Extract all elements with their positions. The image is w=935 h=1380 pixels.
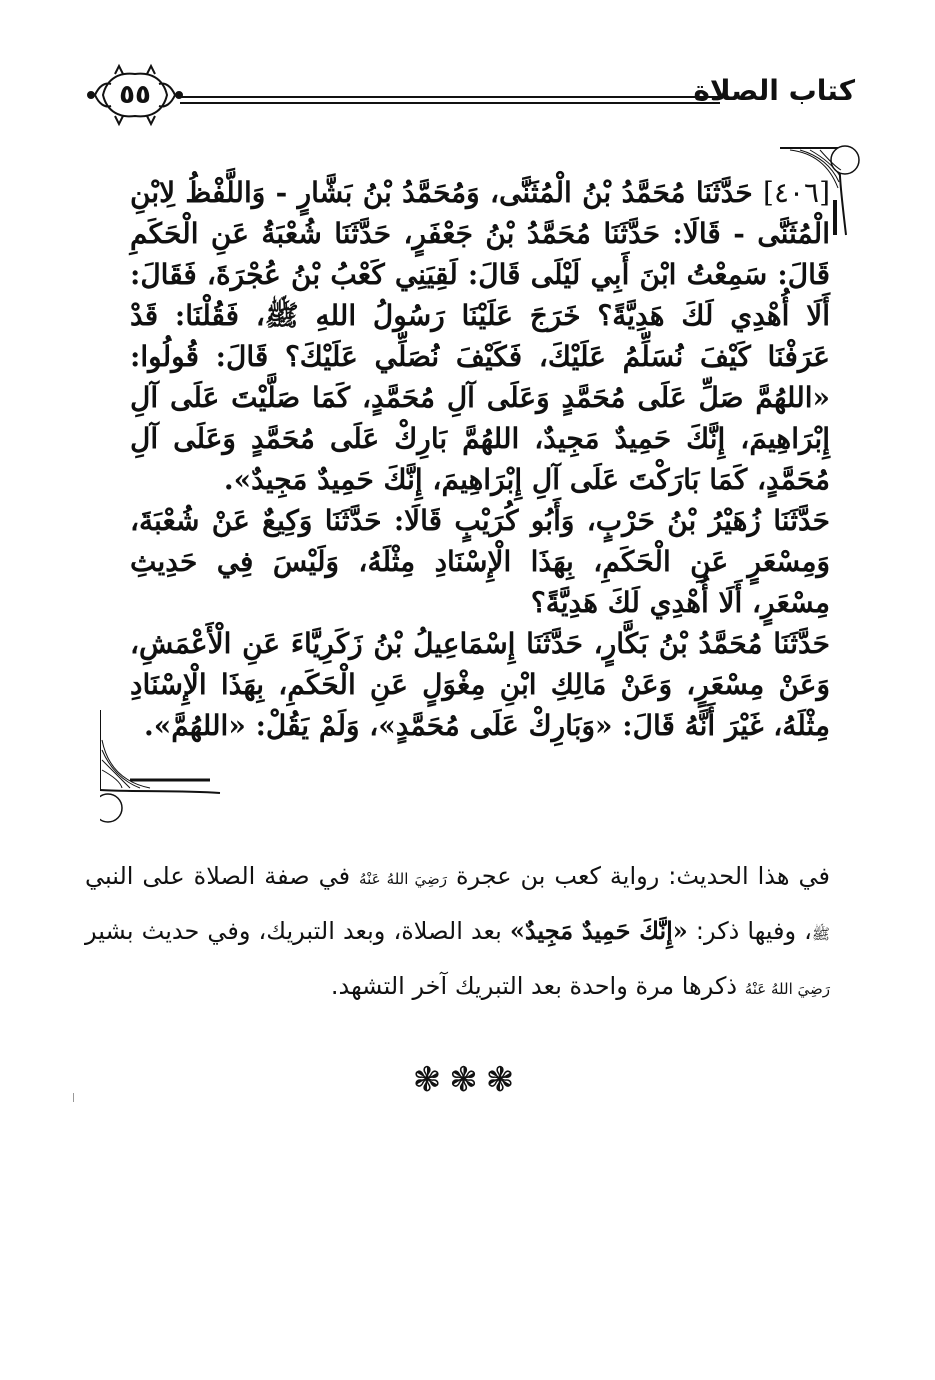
hadith-paragraph: حَدَّثَنَا زُهَيْرُ بْنُ حَرْبٍ، وَأَبُو كُرَيْبٍ قَالَا: حَدَّثَنَا وَكِيعٌ عَنْ شُعْبَةَ، وَمِسْعَرٍ عَنِ الْحَكَمِ، بِهَذَا الْإِسْنَادِ مِثْلَهُ، وَلَيْسَ فِي حَدِيثِ مِسْعَرٍ، أَلَا أُهْدِي لَكَ هَدِيَّةً؟ <box>130 504 830 619</box>
hadith-text <box>130 172 830 746</box>
hadith-paragraph-text: حَدَّثَنَا مُحَمَّدُ بْنُ الْمُثَنَّى، وَمُحَمَّدُ بْنُ بَشَّارٍ - وَاللَّفْظُ لِابْنِ الْمُثَنَّى - قَالَا: حَدَّثَنَا مُحَمَّدُ بْنُ جَعْفَرٍ، حَدَّثَنَا شُعْبَةُ عَنِ الْحَكَمِ قَالَ: سَمِعْتُ ابْنَ أَبِي لَيْلَى قَالَ: لَقِيَنِي كَعْبُ بْنُ عُجْرَةَ، فَقَالَ: أَلَا أُهْدِي لَكَ هَدِيَّةً؟ خَرَجَ عَلَيْنَا رَسُولُ اللهِ ﷺ، فَقُلْنَا: قَدْ عَرَفْنَا كَيْفَ نُسَلِّمُ عَلَيْكَ، فَكَيْفَ نُصَلِّي عَلَيْكَ؟ قَالَ: قُولُوا: «اللهُمَّ صَلِّ عَلَى مُحَمَّدٍ وَعَلَى آلِ مُحَمَّدٍ، كَمَا صَلَّيْتَ عَلَى آلِ إِبْرَاهِيمَ، إِنَّكَ حَمِيدٌ مَجِيدٌ، اللهُمَّ بَارِكْ عَلَى مُحَمَّدٍ وَعَلَى آلِ مُحَمَّدٍ، كَمَا بَارَكْتَ عَلَى آلِ إِبْرَاهِيمَ، إِنَّكَ حَمِيدٌ مَجِيدٌ». <box>130 176 831 496</box>
honorific: ﷺ <box>811 925 830 943</box>
honorific: رَضِيَ اللهُ عَنْهُ <box>744 980 830 998</box>
page-header <box>85 60 855 130</box>
margin-mark <box>73 1093 74 1102</box>
page-number: ٥٥ <box>119 80 151 110</box>
commentary-text: ، وفيها ذكر: <box>695 917 812 945</box>
section-separator: ❃❃❃ <box>412 1060 523 1100</box>
quoted-phrase: «إِنَّكَ حَمِيدٌ مَجِيدٌ» <box>509 916 688 945</box>
commentary-text: في هذا الحديث: رواية كعب بن عجرة <box>455 862 830 890</box>
hadith-number: [٤٠٦] <box>763 176 830 209</box>
commentary-text: ذكرها مرة واحدة بعد التبريك آخر التشهد. <box>330 972 738 1000</box>
header-rule <box>180 96 720 104</box>
honorific: رَضِيَ اللهُ عَنْهُ <box>359 870 447 888</box>
hadith-paragraph <box>130 172 830 500</box>
commentary <box>85 850 830 1015</box>
commentary-paragraph <box>85 850 830 1015</box>
commentary-text: بعد الصلاة، وبعد التبريك، وفي حديث بشير <box>85 917 502 945</box>
hadith-paragraph: حَدَّثَنَا مُحَمَّدُ بْنُ بَكَّارٍ، حَدَّثَنَا إِسْمَاعِيلُ بْنُ زَكَرِيَّاءَ عَنِ الْأَعْمَشِ، وَعَنْ مِسْعَرٍ، وَعَنْ مَالِكِ ابْنِ مِغْوَلٍ عَنِ الْحَكَمِ، بِهَذَا الْإِسْنَادِ مِثْلَهُ، غَيْرَ أَنَّهُ قَالَ: «وَبَارِكْ عَلَى مُحَمَّدٍ»، وَلَمْ يَقُلْ: «اللهُمَّ». <box>130 627 830 742</box>
commentary-text: في صفة الصلاة على النبي <box>85 862 351 890</box>
book-title: كتاب الصلاة <box>693 74 855 107</box>
